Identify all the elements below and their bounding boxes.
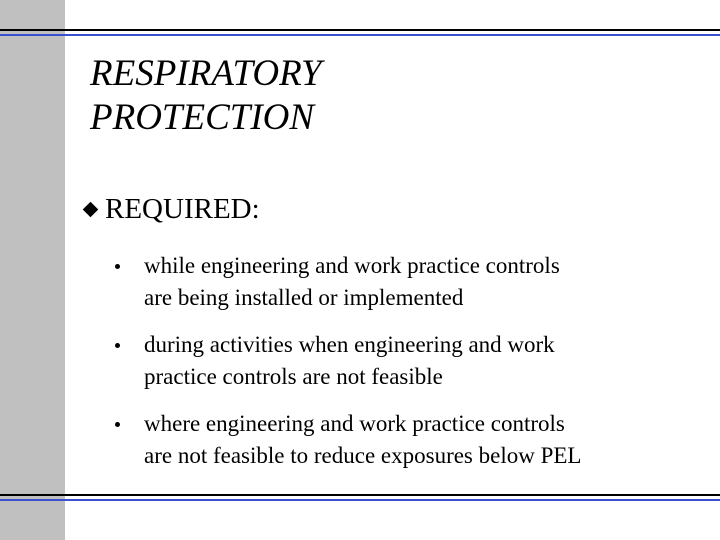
list-item-text (144, 250, 705, 314)
section-label: REQUIRED: (105, 193, 260, 225)
bullet-list (115, 250, 705, 487)
section-heading (82, 192, 260, 226)
top-rule (0, 29, 720, 36)
diamond-bullet-icon (83, 201, 99, 217)
title-line-1: RESPIRATORY (90, 53, 322, 94)
list-item-line: are being installed or implemented (144, 285, 464, 310)
list-item (115, 329, 705, 393)
list-item-line: practice controls are not feasible (144, 364, 443, 389)
list-item-text (144, 408, 705, 472)
list-item-line: where engineering and work practice controls (144, 411, 565, 436)
list-item-line: are not feasible to reduce exposures below PEL (144, 443, 582, 468)
list-item (115, 408, 705, 472)
dot-bullet-icon (115, 422, 120, 427)
title-line-2: PROTECTION (90, 97, 315, 138)
list-item-line: during activities when engineering and work (144, 332, 555, 357)
dot-bullet-icon (115, 343, 120, 348)
list-item-line: while engineering and work practice controls (144, 253, 560, 278)
side-bar (0, 0, 65, 540)
dot-bullet-icon (115, 264, 120, 269)
bottom-rule (0, 494, 720, 501)
list-item-text (144, 329, 705, 393)
list-item (115, 250, 705, 314)
slide-title (90, 52, 322, 140)
